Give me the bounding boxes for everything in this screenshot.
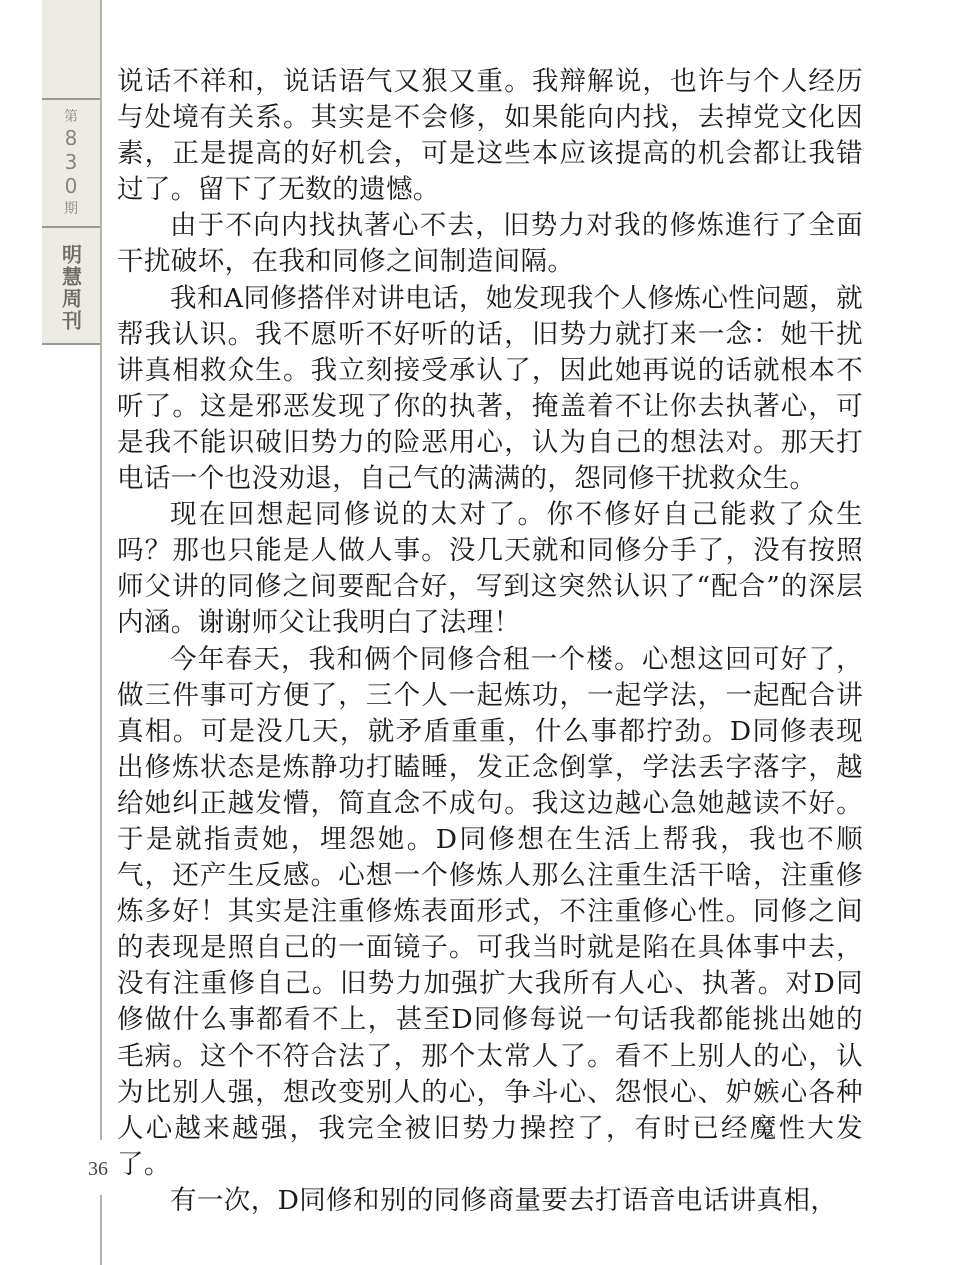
margin-rule-lower xyxy=(100,1195,102,1265)
issue-prefix: 第 xyxy=(64,109,78,125)
issue-suffix: 期 xyxy=(64,201,78,217)
sidebar-divider-bottom xyxy=(42,343,100,345)
paragraph: 今年春天，我和俩个同修合租一个楼。心想这回可好了，做三件事可方便了，三个人一起炼功，一起学法，一起配合讲真相。可是没几天，就矛盾重重，什么事都拧劲。D同修表现出修炼状态是炼静功打瞌睡，发正念倒掌，学法丢字落字，越给她纠正越发懵，简直念不成句。我这边越心急她越读不好。于是就指责她，埋怨她。D同修想在生活上帮我，我也不顺气，还产生反感。心想一个修炼人那么注重生活干啥，注重修炼多好！其实是注重修炼表面形式，不注重修心性。同修之间的表现是照自己的一面镜子。可我当时就是陷在具体事中去，没有注重修自己。旧势力加强扩大我所有人心、执著。对D同修做什么事都看不上，甚至D同修每说一句话我都能挑出她的毛病。这个不符合法了，那个太常人了。看不上别人的心，认为比别人强，想改变别人的心，争斗心、怨恨心、妒嫉心各种人心越来越强，我完全被旧势力操控了，有时已经魔性大发了。 xyxy=(117,643,863,1180)
margin-rule xyxy=(100,0,102,1140)
issue-number: 830 xyxy=(59,126,83,198)
article-body xyxy=(117,64,863,1219)
issue-label xyxy=(42,100,100,220)
paragraph: 说话不祥和，说话语气又狠又重。我辩解说，也许与个人经历与处境有关系。其实是不会修，如果能向内找，去掉党文化因素，正是提高的好机会，可是这些本应该提高的机会都让我错过了。留下了无数的遗憾。 xyxy=(117,66,863,206)
page-number: 36 xyxy=(88,1158,108,1180)
paragraph: 由于不向内找执著心不去，旧势力对我的修炼進行了全面干扰破坏，在我和同修之间制造间隔。 xyxy=(117,210,863,278)
paragraph: 现在回想起同修说的太对了。你不修好自己能救了众生吗？那也只能是人做人事。没几天就和同修分手了，没有按照师父讲的同修之间要配合好，写到这突然认识了“配合”的深层内涵。谢谢师父让我明白了法理！ xyxy=(117,499,863,639)
publication-label xyxy=(42,236,100,342)
publication-title: 明慧周刊 xyxy=(58,244,83,332)
paragraph: 我和A同修搭伴对讲电话，她发现我个人修炼心性问题，就帮我认识。我不愿听不好听的话，旧势力就打来一念：她干扰讲真相救众生。我立刻接受承认了，因此她再说的话就根本不听了。这是邪恶发现了你的执著，掩盖着不让你去执著心，可是我不能识破旧势力的险恶用心，认为自己的想法对。那天打电话一个也没劝退，自己气的满满的，怨同修干扰救众生。 xyxy=(117,282,863,495)
paragraph: 有一次，D同修和别的同修商量要去打语音电话讲真相， xyxy=(170,1184,838,1216)
sidebar-divider-middle xyxy=(42,226,100,228)
